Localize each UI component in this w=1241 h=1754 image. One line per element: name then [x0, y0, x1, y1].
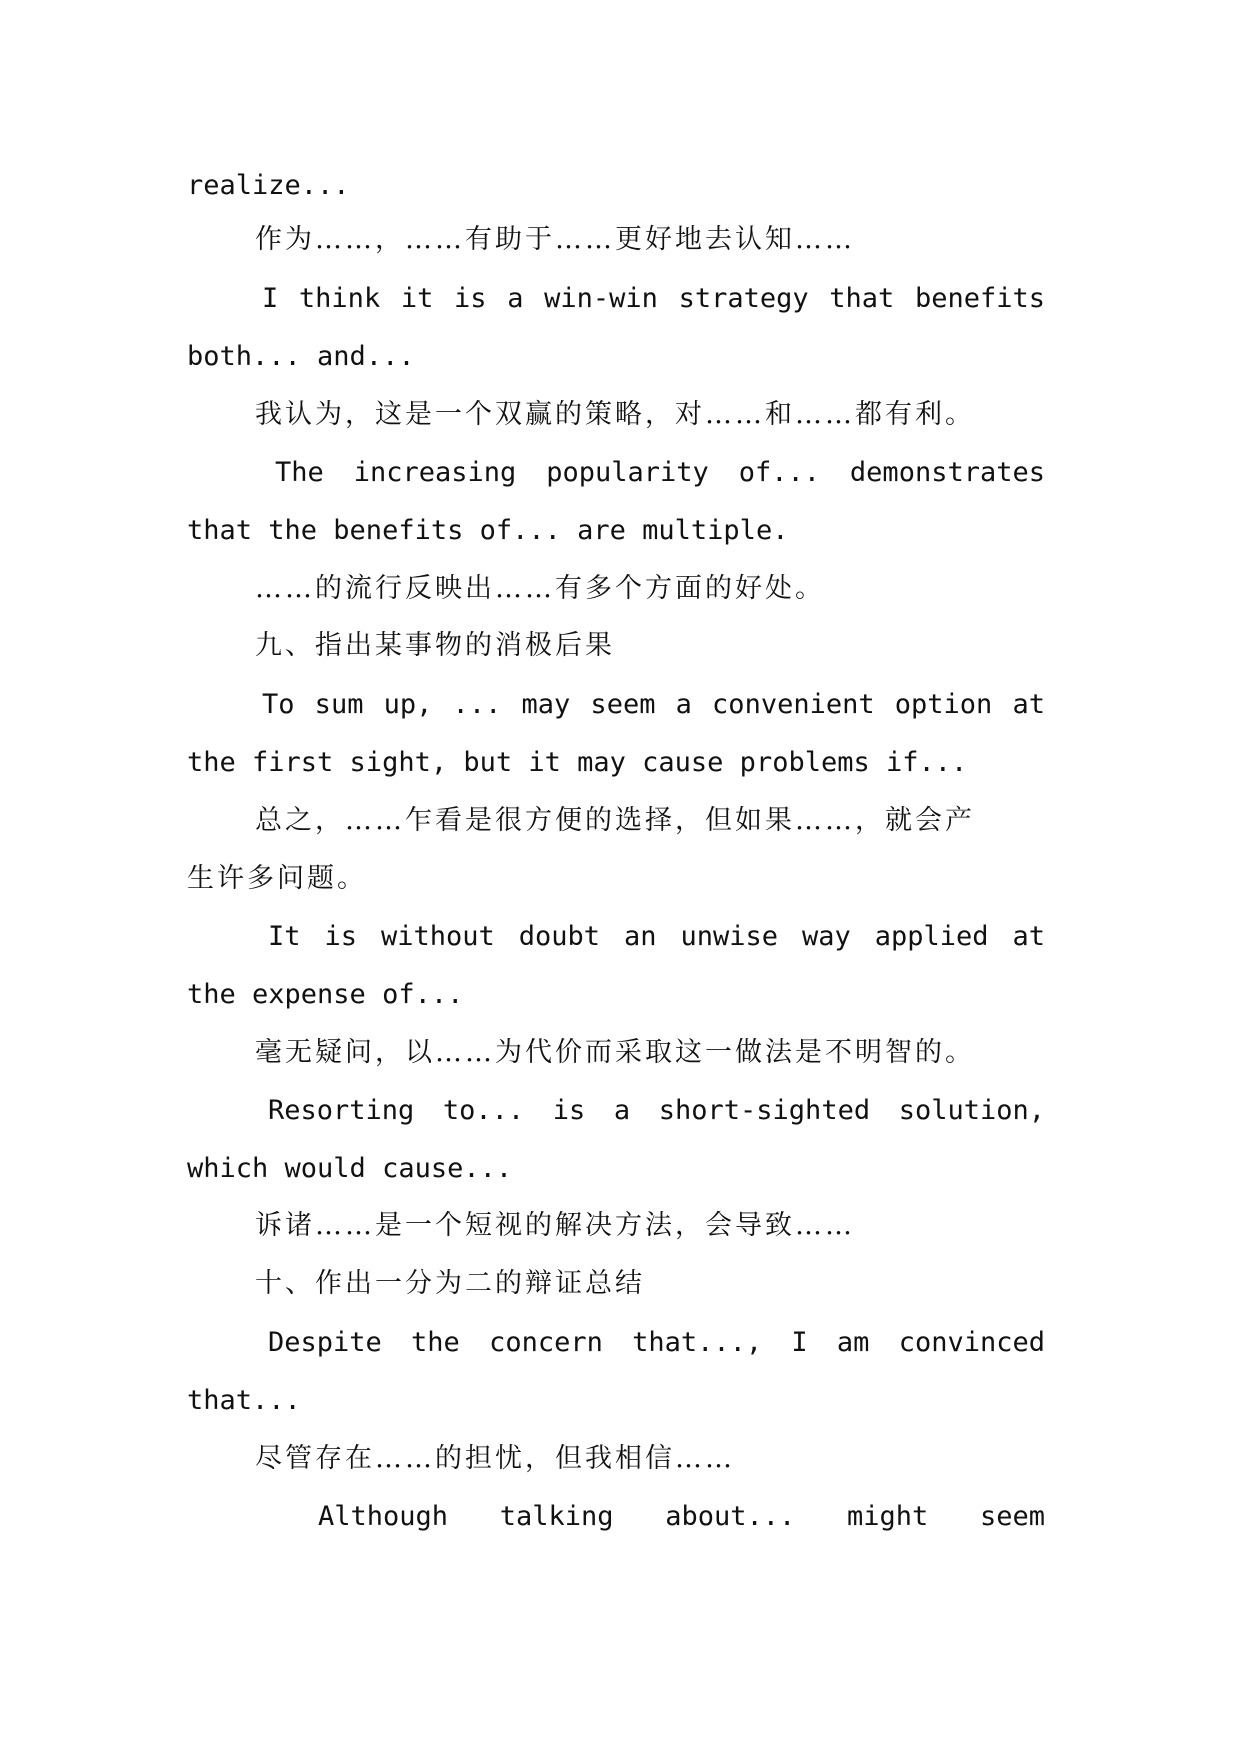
text-line: I think it is a win-win strategy that benefits — [262, 283, 1045, 314]
text-line: To sum up, ... may seem a convenient option at — [262, 689, 1045, 720]
text-line: both... and... — [187, 341, 415, 372]
text-line: The increasing popularity of... demonstrates — [275, 457, 1045, 488]
text-line: Despite the concern that..., I am convinced — [268, 1327, 1045, 1358]
text-line: the expense of... — [187, 979, 464, 1010]
text-line: It is without doubt an unwise way applied at — [268, 921, 1045, 952]
text-line: ……的流行反映出……有多个方面的好处。 — [255, 573, 825, 604]
text-line: the first sight, but it may cause problems if... — [187, 747, 968, 778]
text-line: Although talking about... might seem — [318, 1501, 1045, 1532]
text-line: 尽管存在……的担忧，但我相信…… — [255, 1443, 735, 1474]
text-line: Resorting to... is a short-sighted solution, — [268, 1095, 1045, 1126]
text-line: that the benefits of... are multiple. — [187, 515, 789, 546]
text-line: 总之，……乍看是很方便的选择，但如果……，就会产 — [255, 805, 975, 836]
text-line: 毫无疑问，以……为代价而采取这一做法是不明智的。 — [255, 1037, 975, 1068]
text-line: which would cause... — [187, 1153, 513, 1184]
section-heading: 九、指出某事物的消极后果 — [255, 630, 615, 661]
text-line: 生许多问题。 — [187, 863, 367, 894]
text-line: that... — [187, 1385, 301, 1416]
text-line: 诉诸……是一个短视的解决方法，会导致…… — [255, 1210, 855, 1241]
text-line: 我认为，这是一个双赢的策略，对……和……都有利。 — [255, 399, 975, 430]
text-line: realize... — [187, 170, 350, 201]
text-line: 作为……，……有助于……更好地去认知…… — [255, 224, 855, 255]
section-heading: 十、作出一分为二的辩证总结 — [255, 1268, 645, 1299]
